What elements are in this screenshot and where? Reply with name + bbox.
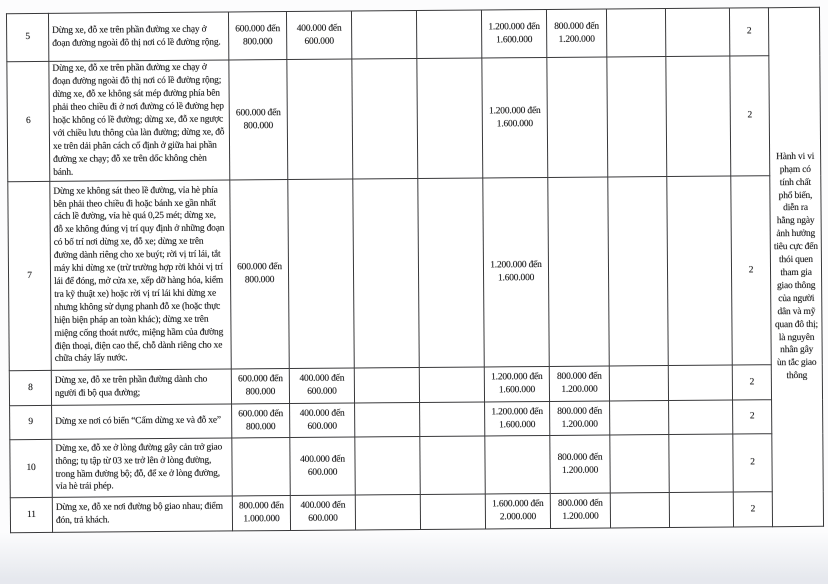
empty-cell — [354, 367, 419, 403]
empty-cell — [352, 58, 418, 179]
scan-edge-shading — [0, 532, 828, 584]
violation-text-cell: Dừng xe, đỗ xe trên phần đường xe chạy ở đoạn đường ngoài đô thị nơi có lề đường rộng. — [48, 12, 228, 61]
row-number-cell: 11 — [10, 497, 52, 532]
empty-cell — [355, 494, 420, 530]
empty-cell — [610, 435, 669, 493]
fine-cell: 400.000 đến 600.000 — [290, 403, 355, 438]
fine-cell: 1.200.000 đến 1.600.000 — [483, 177, 549, 367]
table-row — [8, 175, 822, 370]
empty-cell — [418, 178, 484, 368]
fine-cell: 800.000 đến 1.200.000 — [550, 493, 610, 528]
violation-text-cell: Dừng xe, đỗ xe ở lòng đường gây cản trở giao thông; tụ tập từ 03 xe trở lên ở lòng đường, trong hầm đường bộ; đỗ, để xe ở lòng đường, vỉa hè trái phép. — [52, 438, 232, 497]
empty-cell — [417, 58, 483, 179]
violation-text-cell: Dừng xe, đỗ xe trên phần đường xe chạy ở đoạn đường ngoài đô thị nơi có lề đường rộng; dừng xe, đỗ xe không sát mép đường phía bên phải theo chiều đi ở nơi đường có lề đường hẹp hoặc không có lề đường; dừng xe, đỗ xe ngược với chiều lưu thông của làn đường; dừng xe, đỗ xe trên dải phân cách cố định ở giữa hai phần đường xe chạy; đỗ xe trên dốc không chèn bánh. — [49, 60, 230, 181]
fine-cell: 1.200.000 đến 1.600.000 — [482, 57, 548, 178]
empty-cell — [606, 9, 665, 57]
empty-cell — [355, 402, 420, 437]
empty-cell — [665, 8, 729, 57]
fine-cell: 800.000 đến 1.200.000 — [550, 435, 610, 493]
empty-cell — [547, 57, 608, 177]
fine-cell: 600.000 đến 800.000 — [228, 12, 286, 60]
fine-cell: 1.600.000 đến 2.000.000 — [485, 493, 550, 529]
fine-cell: 800.000 đến 1.200.000 — [546, 9, 606, 57]
row-number-cell: 6 — [7, 61, 50, 181]
empty-cell — [485, 435, 550, 494]
points-cell: 2 — [731, 176, 771, 365]
empty-cell — [416, 10, 481, 59]
points-cell: 2 — [733, 434, 772, 492]
empty-cell — [287, 59, 353, 180]
empty-cell — [608, 177, 668, 366]
violation-text-cell: Dừng xe, đỗ xe nơi đường bộ giao nhau; điểm đón, trả khách. — [52, 496, 232, 532]
fine-cell: 400.000 đến 600.000 — [290, 437, 355, 496]
empty-cell — [351, 10, 416, 59]
points-cell: 2 — [733, 400, 772, 434]
fine-cell: 600.000 đến 800.000 — [232, 403, 290, 437]
points-cell: 2 — [729, 8, 768, 56]
empty-cell — [668, 365, 732, 401]
fine-cell: 800.000 đến 1.200.000 — [549, 366, 609, 401]
fine-cell: 1.200.000 đến 1.600.000 — [485, 401, 550, 436]
table-row — [10, 491, 823, 532]
empty-cell — [609, 366, 668, 401]
table-row — [6, 7, 819, 61]
empty-cell — [669, 492, 733, 528]
fine-cell: 600.000 đến 800.000 — [230, 179, 289, 368]
violation-text-cell: Dừng xe không sát theo lề đường, vỉa hè phía bên phải theo chiều đi hoặc bánh xe gần nhất cách lề đường, vỉa hè quá 0,25 mét; dừng xe, đỗ xe không đúng vị trí quy định ở những đoạn có bố trí nơi dừng xe, đỗ xe; dừng xe trên đường dành riêng cho xe buýt; rời vị trí lái, tắt máy khi dừng xe (trừ trường hợp rời khỏi vị trí lái để đóng, mở cửa xe, xếp dỡ hàng hóa, kiểm tra kỹ thuật xe) hoặc rời vị trí lái khi dừng xe nhưng không sử dụng phanh đỗ xe (hoặc thực hiện biện pháp an toàn khác); dừng xe trên miệng cống thoát nước, miệng hầm của đường điện thoại, điện cao thế, chỗ dành riêng cho xe chữa cháy lấy nước. — [50, 180, 231, 370]
empty-cell — [669, 434, 733, 493]
table-row — [10, 433, 823, 497]
points-cell: 2 — [733, 492, 772, 527]
empty-cell — [419, 367, 484, 403]
empty-cell — [667, 176, 732, 365]
empty-cell — [288, 179, 354, 369]
row-number-cell: 8 — [9, 370, 51, 405]
fine-cell: 1.200.000 đến 1.600.000 — [481, 9, 546, 58]
row-number-cell: 9 — [10, 405, 52, 439]
empty-cell — [610, 493, 669, 528]
fine-cell: 600.000 đến 800.000 — [231, 368, 289, 403]
empty-cell — [669, 400, 733, 435]
note-cell: Hành vi vi phạm có tính chất phổ biến, diễn ra hằng ngày ảnh hưởng tiêu cực đến thói quen tham gia giao thông của người dân và mỹ quan đô thị; là nguyên nhân gây ùn tắc giao thông — [768, 7, 823, 526]
violations-table — [6, 7, 824, 533]
empty-cell — [420, 494, 485, 530]
points-cell: 2 — [732, 365, 771, 400]
fine-cell: 400.000 đến 600.000 — [289, 368, 354, 404]
violation-text-cell: Dừng xe, đỗ xe trên phần đường dành cho người đi bộ qua đường; — [51, 369, 231, 405]
fine-cell: 800.000 đến 1.200.000 — [550, 401, 610, 435]
empty-cell — [420, 402, 485, 437]
empty-cell — [548, 177, 609, 366]
empty-cell — [232, 437, 290, 495]
fine-cell: 400.000 đến 600.000 — [286, 11, 351, 60]
points-cell: 2 — [730, 56, 770, 176]
row-number-cell: 5 — [6, 13, 48, 61]
fine-cell: 800.000 đến 1.000.000 — [232, 495, 290, 530]
fine-cell: 600.000 đến 800.000 — [229, 60, 288, 180]
empty-cell — [420, 436, 485, 495]
fine-cell: 400.000 đến 600.000 — [290, 495, 355, 531]
row-number-cell: 10 — [10, 439, 52, 497]
violation-text-cell: Dừng xe nơi có biển “Cấm dừng xe và đỗ xe” — [52, 404, 232, 439]
empty-cell — [355, 436, 420, 495]
empty-cell — [610, 401, 669, 435]
fine-cell: 1.200.000 đến 1.600.000 — [484, 366, 549, 402]
table-row — [7, 55, 821, 181]
empty-cell — [353, 178, 419, 368]
empty-cell — [666, 56, 731, 176]
row-number-cell: 7 — [8, 181, 51, 370]
empty-cell — [607, 57, 667, 177]
